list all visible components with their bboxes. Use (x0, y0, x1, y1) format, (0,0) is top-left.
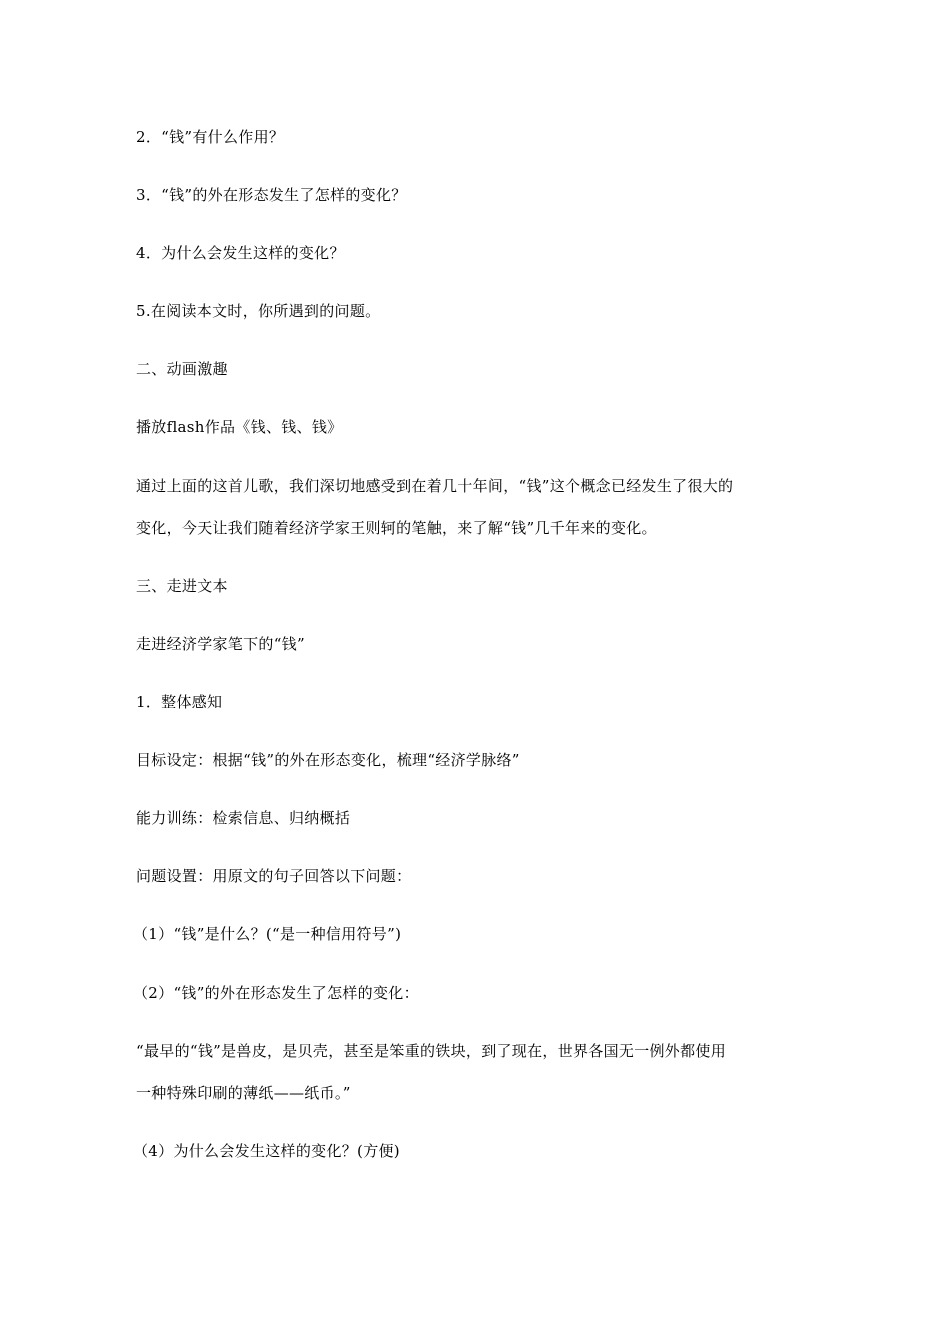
question-5: 5.在阅读本文时，你所遇到的问题。 (136, 302, 381, 320)
subheading: 走进经济学家笔下的“钱” (136, 635, 305, 653)
item-1-heading: 1．整体感知 (136, 693, 223, 711)
quote-line-2: 一种特殊印刷的薄纸——纸币。” (136, 1084, 351, 1102)
quote-line-1: “最早的“钱”是兽皮，是贝壳，甚至是笨重的铁块，到了现在，世界各国无一例外都使用 (136, 1042, 727, 1060)
question-2: 2．“钱”有什么作用？ (136, 128, 285, 146)
ability-training: 能力训练：检索信息、归纳概括 (136, 809, 351, 827)
goal-setting: 目标设定：根据“钱”的外在形态变化，梳理“经济学脉络” (136, 751, 520, 769)
sub-question-4: （4）为什么会发生这样的变化？(方便) (133, 1142, 400, 1160)
section-heading-2: 二、动画激趣 (136, 360, 228, 378)
question-setting: 问题设置：用原文的句子回答以下问题： (136, 867, 412, 885)
intro-paragraph-line-2: 变化，今天让我们随着经济学家王则轲的笔触，来了解“钱”几千年来的变化。 (136, 519, 657, 537)
sub-question-1: （1）“钱”是什么？(“是一种信用符号”) (133, 925, 402, 943)
flash-play-line: 播放flash作品《钱、钱、钱》 (136, 418, 343, 436)
sub-question-2: （2）“钱”的外在形态发生了怎样的变化： (133, 984, 419, 1002)
section-heading-3: 三、走进文本 (136, 577, 228, 595)
intro-paragraph-line-1: 通过上面的这首儿歌，我们深切地感受到在着几十年间，“钱”这个概念已经发生了很大的 (136, 477, 734, 495)
question-4: 4．为什么会发生这样的变化？ (136, 244, 345, 262)
question-3: 3．“钱”的外在形态发生了怎样的变化？ (136, 186, 407, 204)
